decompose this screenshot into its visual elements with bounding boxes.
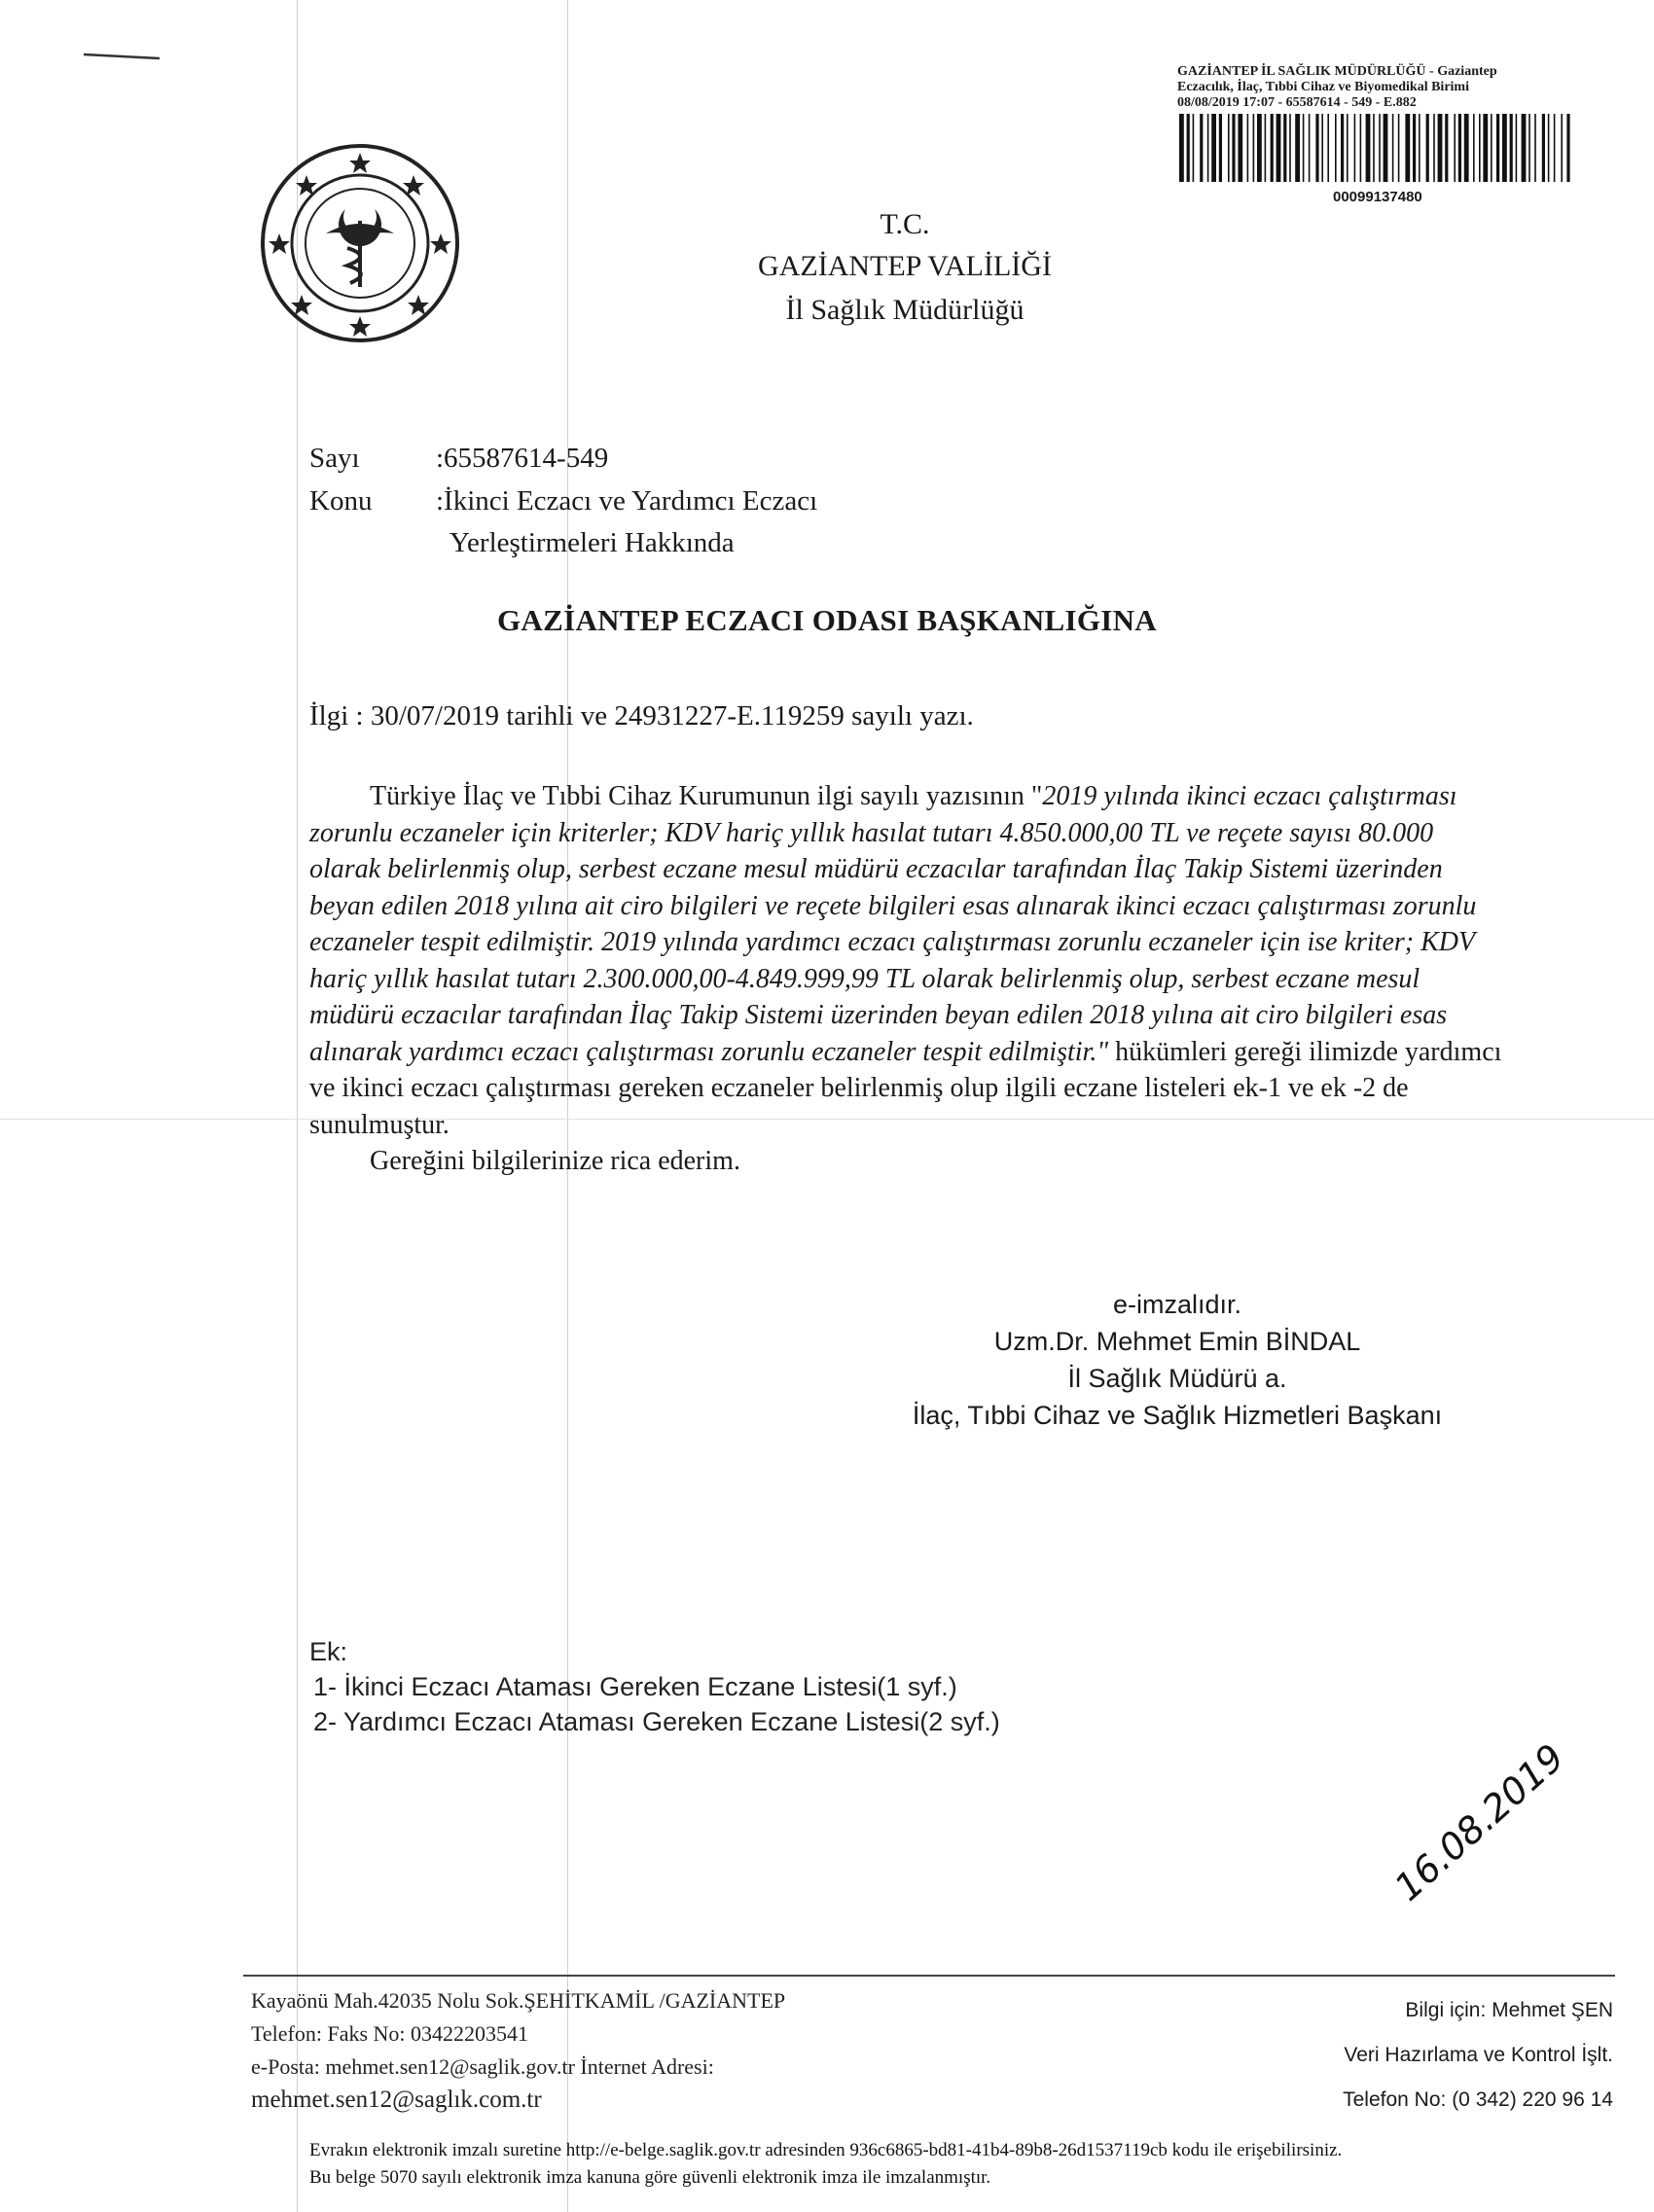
signer-title: İl Sağlık Müdürü a. xyxy=(1067,1364,1287,1393)
barcode-header-line: GAZİANTEP İL SAĞLIK MÜDÜRLÜĞÜ - Gaziantep xyxy=(1177,64,1497,79)
footer-info-phone: Telefon No: (0 342) 220 96 14 xyxy=(1343,2088,1613,2111)
barcode-block xyxy=(1177,64,1586,205)
sayi-value: :65587614-549 xyxy=(436,443,609,474)
footer-info-role: Veri Hazırlama ve Kontrol İşlt. xyxy=(1344,2044,1613,2066)
header-valilik: GAZİANTEP VALİLİĞİ xyxy=(758,250,1052,282)
barcode-date-line: 08/08/2019 17:07 - 65587614 - 549 - E.882 xyxy=(1177,95,1417,110)
recipient-title: GAZİANTEP ECZACI ODASI BAŞKANLIĞINA xyxy=(497,603,1157,637)
signature-block xyxy=(876,1286,1479,1434)
e-signed-note: e-imzalıdır. xyxy=(1112,1290,1242,1319)
body-intro: Türkiye İlaç ve Tıbbi Cihaz Kurumunun ilgi sayılı yazısının " xyxy=(370,781,1043,811)
footer-email-alt: mehmet.sen12@saglık.com.tr xyxy=(251,2087,542,2113)
konu-label: Konu xyxy=(309,485,373,517)
header-mudurluk: İl Sağlık Müdürlüğü xyxy=(785,294,1025,326)
signer-department: İlaç, Tıbbi Cihaz ve Sağlık Hizmetleri Başkanı xyxy=(912,1401,1443,1430)
footer-address: Kayaönü Mah.42035 Nolu Sok.ŞEHİTKAMİL /GAZİANTEP xyxy=(251,1988,786,2013)
barcode xyxy=(1177,114,1576,182)
sayi-row xyxy=(309,438,608,479)
footer-email-web: e-Posta: mehmet.sen12@saglik.gov.tr İnternet Adresi: xyxy=(251,2054,714,2079)
attachments-list xyxy=(309,1634,1000,1739)
barcode-unit-line: Eczacılık, İlaç, Tıbbi Cihaz ve Biyomedikal Birimi xyxy=(1177,80,1469,94)
attachments-title: Ek: xyxy=(309,1637,348,1666)
header-tc: T.C. xyxy=(880,208,930,240)
closing-paragraph: Gereğini bilgilerinize rica ederim. xyxy=(370,1146,740,1176)
konu-row xyxy=(309,481,817,521)
konu-value: :İkinci Eczacı ve Yardımcı Eczacı xyxy=(436,485,818,517)
verification-link-text: Evrakın elektronik imzalı suretine http://e-belge.saglik.gov.tr adresinden 936c6865-bd81-41b4-89b8-26d1537119cb kodu ile erişebilirsiniz. xyxy=(309,2140,1343,2160)
body-quote: 2019 yılında ikinci eczacı çalıştırması zorunlu eczaneler için kriterler; KDV hariç yıllık hasılat tutarı 4.850.000,00 TL ve reçete sayısı 80.000 olarak belirlenmiş olup, serbest eczane mesul müdürü eczacılar tarafından İlaç Takip Sistemi üzerinden beyan edilen 2018 yılına ait ciro bilgileri ve reçete bilgileri esas alınarak ikinci eczacı çalıştırması zorunlu eczaneler tespit edilmiştir. 2019 yılında yardımcı eczacı çalıştırması zorunlu eczaneler için ise kriter; KDV hariç yıllık hasılat tutarı 2.300.000,00-4.849.999,99 TL olarak belirlenmiş olup, serbest eczane mesul müdürü eczacılar tarafından İlaç Takip Sistemi üzerinden beyan edilen 2018 yılına ait ciro bilgileri esas alınarak yardımcı eczacı çalıştırması zorunlu eczaneler tespit edilmiştir." xyxy=(309,781,1477,1067)
footer-verification xyxy=(309,2137,1342,2192)
sayi-label: Sayı xyxy=(309,443,360,474)
reference-line: İlgi : 30/07/2019 tarihli ve 24931227-E.119259 sayılı yazı. xyxy=(309,700,974,731)
attachment-item: 1- İkinci Eczacı Ataması Gereken Eczane Listesi(1 syf.) xyxy=(313,1672,957,1701)
signer-name: Uzm.Dr. Mehmet Emin BİNDAL xyxy=(993,1327,1361,1356)
letter-body xyxy=(309,778,1508,1180)
ministry-seal-logo xyxy=(258,141,462,345)
scan-mark xyxy=(84,49,162,62)
footer-contact xyxy=(251,1984,785,2117)
attachment-item: 2- Yardımcı Eczacı Ataması Gereken Eczane Listesi(2 syf.) xyxy=(313,1707,1000,1736)
body-conclusion: hükümleri gereği ilimizde yardımcı ve ikinci eczacı çalıştırması gereken eczaneler belirlenmiş olup ilgili eczane listeleri ek-1 ve ek -2 de sunulmuştur. xyxy=(309,1036,1502,1140)
barcode-number: 00099137480 xyxy=(1333,189,1422,205)
footer-divider xyxy=(243,1975,1615,1977)
footer-info-person: Bilgi için: Mehmet ŞEN xyxy=(1405,1999,1613,2021)
footer-phone-fax: Telefon: Faks No: 03422203541 xyxy=(251,2021,529,2046)
body-paragraph xyxy=(309,778,1508,1143)
e-signature-law-text: Bu belge 5070 sayılı elektronik imza kanuna göre güvenli elektronik imza ile imzalanmıştır. xyxy=(309,2167,991,2188)
konu-value-continued: Yerleştirmeleri Hakkında xyxy=(449,527,735,558)
handwritten-date: 16.08.2019 xyxy=(1386,1735,1573,1909)
footer-info xyxy=(1343,1988,1613,2123)
